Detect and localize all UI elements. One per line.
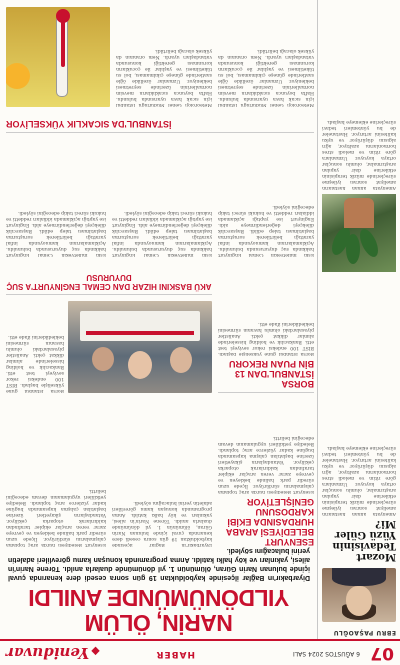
lead-deck: Diyarbakır'ın Bağlar ilçesinde kaybolduktan 19 gün sonra cesedi dere kenarında çuval içinde bulunan Narin Güran, ölümünün 1. yıl dönümünde dualarla anıldı. Törene Narin'in ailesi, yakınları ve köy halkı katıldı. Anma programında konuşan kamu görevlileri adaletin yerini bulacağını söyledi. [8, 547, 310, 581]
columnist-name: EBRU PAŞAOĞLU [333, 629, 396, 636]
story-esenyurt-text: Esenyurt Belediyesi hurda araç toplama çalışmalarını sürdürüyor. İlçede uzun süredir park halinde bekleyen ve çevreye zarar veren araçlar ekipler tarafından kaldırılarak otoparka çekiliyor. Vatandaşların şikayetleri üzerine başlatılan çalışma kapsamında bugüne kadar yüzlerce araç toplandı. Belediye yetkilileri uygulamanın devam edeceğini belirtti. [218, 435, 314, 494]
story-heat-headline: İSTANBUL'DA SICAKLIK YÜKSELİYOR [6, 119, 172, 129]
heat-photo [6, 7, 110, 107]
logo-mark-icon: ◆ [91, 645, 100, 658]
logo-text: Yeniduvar [6, 644, 90, 662]
story-heat-text-2: Meteoroloji Genel Müdürlüğü İstanbul için sıcak hava uyarısında bulundu. Hafta boyunca sıcaklıkların mevsim normallerinin üzerinde seyretmesi bekleniyor. Uzmanlar özellikle öğle saatlerinde güneşe çıkılmaması, bol su tüketilmesi ve yaşlılar ile çocukların korunması gerektiği konusunda vatandaşları uyardı. Nem oranının da yüksek olacağı belirtildi. [116, 48, 212, 107]
left-column [317, 0, 400, 639]
newspaper-logo [6, 644, 100, 662]
section-label: HABER [155, 649, 195, 659]
story-enginyurt-text-1: Eski milletvekili Cemal Enginyurt hakkında suç duyurusunda bulunuldu. Açıklamalarının kamuoyunda infial yarattığı belirtilerek soruşturma başlatılması talep edildi. Başsavcılık dilekçeyi değerlendirmeye aldı. Enginyurt ise yaptığı açıklamada iddiaları reddetti ve hukuki süreci takip edeceğini söyledi. [112, 210, 212, 257]
lead-story-header [4, 547, 314, 636]
column-photo [322, 194, 396, 272]
lead-photo [68, 301, 212, 393]
column-title: Mozart Tedavisinin Yüzü Güler Mi? [332, 518, 396, 562]
lead-story-text-3: Borsa İstanbul güne yükselişle başladı. BIST 100 endeksi rekor seviyeyi test etti. Bankacılık ve holding hisselerinde alımlar dikkat çekti. Analistler piyasalardaki olumlu havanın sürmesini beklediklerini ifade etti. [6, 334, 64, 393]
story-borsa [218, 259, 314, 393]
story-esenyurt [218, 397, 314, 547]
story-heat-text-1: Meteoroloji Genel Müdürlüğü İstanbul için sıcak hava uyarısında bulundu. Hafta boyunca sıcaklıkların mevsim normallerinin üzerinde seyretmesi bekleniyor. Uzmanlar özellikle öğle saatlerinde güneşe çıkılmaması, bol su tüketilmesi ve yaşlılar ile çocukların korunması gerektiği konusunda vatandaşları uyardı. Nem oranının da yüksek olacağı belirtildi. [218, 48, 314, 107]
story-enginyurt-headline: AKÜ BASKINI HIZAR DAN CEMAL ENGİNYURT'A SUÇ DUYURUSU [6, 273, 212, 291]
lead-story-text-2: Esenyurt Belediyesi hurda araç toplama çalışmalarını sürdürüyor. İlçede uzun süredir park halinde bekleyen ve çevreye zarar veren araçlar ekipler tarafından kaldırılarak otoparka çekiliyor. Vatandaşların şikayetleri üzerine başlatılan çalışma kapsamında bugüne kadar yüzlerce araç toplandı. Belediye yetkilileri uygulamanın devam edeceğini belirtti. [6, 488, 106, 547]
page-number: 07 [370, 643, 394, 663]
story-borsa-headline: BORSA İSTANBUL'DAN 13 BİN PUAN REKORU [228, 359, 314, 389]
story-enginyurt-text-2: Eski milletvekili Cemal Enginyurt hakkında suç duyurusunda bulunuldu. Açıklamalarının kamuoyunda infial yarattığı belirtilerek soruşturma başlatılması talep edildi. Başsavcılık dilekçeyi değerlendirmeye aldı. Enginyurt ise yaptığı açıklamada iddiaları reddetti ve hukuki süreci takip edeceğini söyledi. [6, 210, 106, 257]
story-enginyurt-header [6, 257, 212, 295]
masthead [0, 639, 400, 665]
story-esenyurt-headline: ESENYURT BELEDİYESİ ARABA HURDASINDA EKİBİ KARDOSUNU GENİŞLETİYOR [226, 497, 314, 547]
story-heat-header [6, 107, 314, 133]
column-body-text: Ameliyata alınan hastaların ameliyat sonrası iyileşme süreçlerinde müzik terapisinin etkilerine dair yapılan araştırmalar, olumlu sonuçlar ortaya koyuyor. Uzmanlara göre ritim ve melodi stres hormonlarını azaltıyor, ağrı algısını düşürüyor ve uyku kalitesini artırıyor. Hastaneler de bu yöntemleri tedavi süreçlerine eklemeye başladı. [322, 445, 396, 516]
column-body-text-continued: Ameliyata alınan hastaların ameliyat sonrası iyileşme süreçlerinde müzik terapisinin etkilerine dair yapılan araştırmalar, olumlu sonuçlar ortaya koyuyor. Uzmanlara göre ritim ve melodi stres hormonlarını azaltıyor, ağrı algısını düşürüyor ve uyku kalitesini artırıyor. Hastaneler de bu yöntemleri tedavi süreçlerine eklemeye başladı. [322, 119, 396, 190]
story-borsa-text: Borsa İstanbul güne yükselişle başladı. BIST 100 endeksi rekor seviyeyi test etti. Bankacılık ve holding hisselerinde alımlar dikkat çekti. Analistler piyasalardaki olumlu havanın sürmesini beklediklerini ifade etti. [218, 321, 314, 356]
issue-date: 6 AĞUSTOS 2024 SALI [293, 650, 360, 657]
story-enginyurt-text-3: Eski milletvekili Cemal Enginyurt hakkında suç duyurusunda bulunuldu. Açıklamalarının kamuoyunda infial yarattığı belirtilerek soruşturma başlatılması talep edildi. Başsavcılık dilekçeyi değerlendirmeye aldı. Enginyurt ise yaptığı açıklamada iddiaları reddetti ve hukuki süreci takip edeceğini söyledi. [218, 204, 314, 257]
lead-story-text-1: Diyarbakır'ın Bağlar ilçesinde kaybolduktan 19 gün sonra cesedi dere kenarında çuval içinde bulunan Narin Güran, ölümünün 1. yıl dönümünde dualarla anıldı. Törene Narin'in ailesi, yakınları ve köy halkı katıldı. Anma programında konuşan kamu görevlileri adaletin yerini bulacağını söyledi. [112, 500, 212, 547]
columnist-portrait [322, 568, 396, 622]
lead-headline: NARİN, ÖLÜM YILDÖNÜMÜNDE ANILDI [28, 585, 290, 636]
